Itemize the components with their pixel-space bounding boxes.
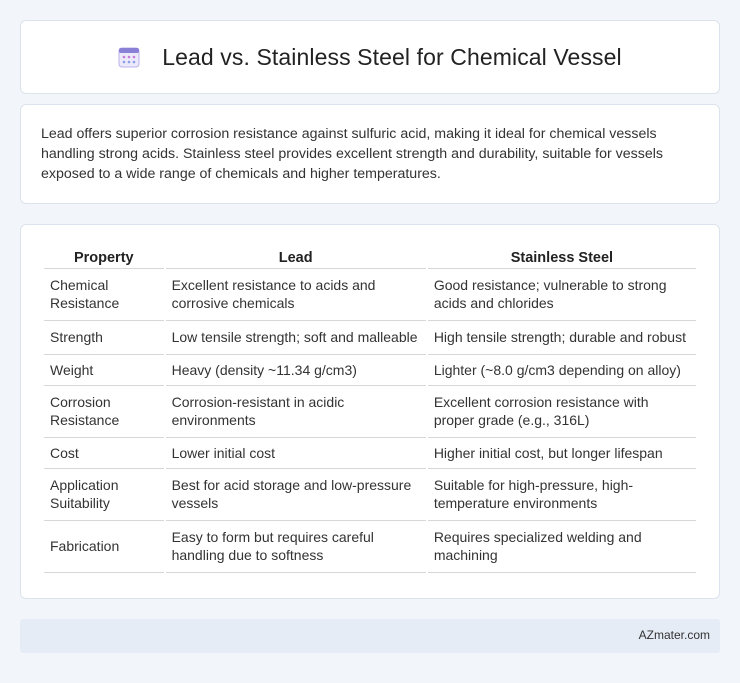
stainless-steel-cell: High tensile strength; durable and robust [428,321,696,355]
stainless-steel-cell: Good resistance; vulnerable to strong acids and chlorides [428,269,696,321]
table-header-row [44,247,696,269]
property-cell: Cost [44,438,164,469]
lead-cell: Easy to form but requires careful handling due to softness [166,521,426,573]
stainless-steel-cell: Higher initial cost, but longer lifespan [428,438,696,469]
lead-cell: Excellent resistance to acids and corrosive chemicals [166,269,426,321]
comparison-table-card [20,224,720,599]
table-row [44,386,696,438]
stainless-steel-cell: Requires specialized welding and machining [428,521,696,573]
column-header-property: Property [44,247,164,269]
page-title: Lead vs. Stainless Steel for Chemical Vessel [162,43,622,70]
property-cell: Weight [44,355,164,386]
lead-cell: Lower initial cost [166,438,426,469]
stainless-steel-cell: Excellent corrosion resistance with proper grade (e.g., 316L) [428,386,696,438]
property-cell: Strength [44,321,164,355]
lead-cell: Best for acid storage and low-pressure vessels [166,469,426,521]
footer [20,619,720,653]
property-cell: Chemical Resistance [44,269,164,321]
column-header-lead: Lead [166,247,426,269]
property-cell: Application Suitability [44,469,164,521]
table-row [44,321,696,355]
comparison-table [42,247,698,573]
title-wrap [118,44,622,71]
table-row [44,469,696,521]
summary-text: Lead offers superior corrosion resistance against sulfuric acid, making it ideal for chemical vessels handling strong acids. Stainless steel provides excellent strength and durability, suitable for vessels exposed to a wide range of chemicals and higher temperatures. [41,126,663,182]
summary-card [20,104,720,204]
stainless-steel-cell: Lighter (~8.0 g/cm3 depending on alloy) [428,355,696,386]
table-row [44,269,696,321]
table-row [44,355,696,386]
column-header-stainless-steel: Stainless Steel [428,247,696,269]
footer-brand: AZmater.com [638,628,710,642]
property-cell: Fabrication [44,521,164,573]
lead-cell: Low tensile strength; soft and malleable [166,321,426,355]
title-card [20,20,720,94]
lead-cell: Heavy (density ~11.34 g/cm3) [166,355,426,386]
table-row [44,438,696,469]
table-row [44,521,696,573]
property-cell: Corrosion Resistance [44,386,164,438]
calendar-icon [118,46,140,68]
lead-cell: Corrosion-resistant in acidic environments [166,386,426,438]
stainless-steel-cell: Suitable for high-pressure, high-temperature environments [428,469,696,521]
